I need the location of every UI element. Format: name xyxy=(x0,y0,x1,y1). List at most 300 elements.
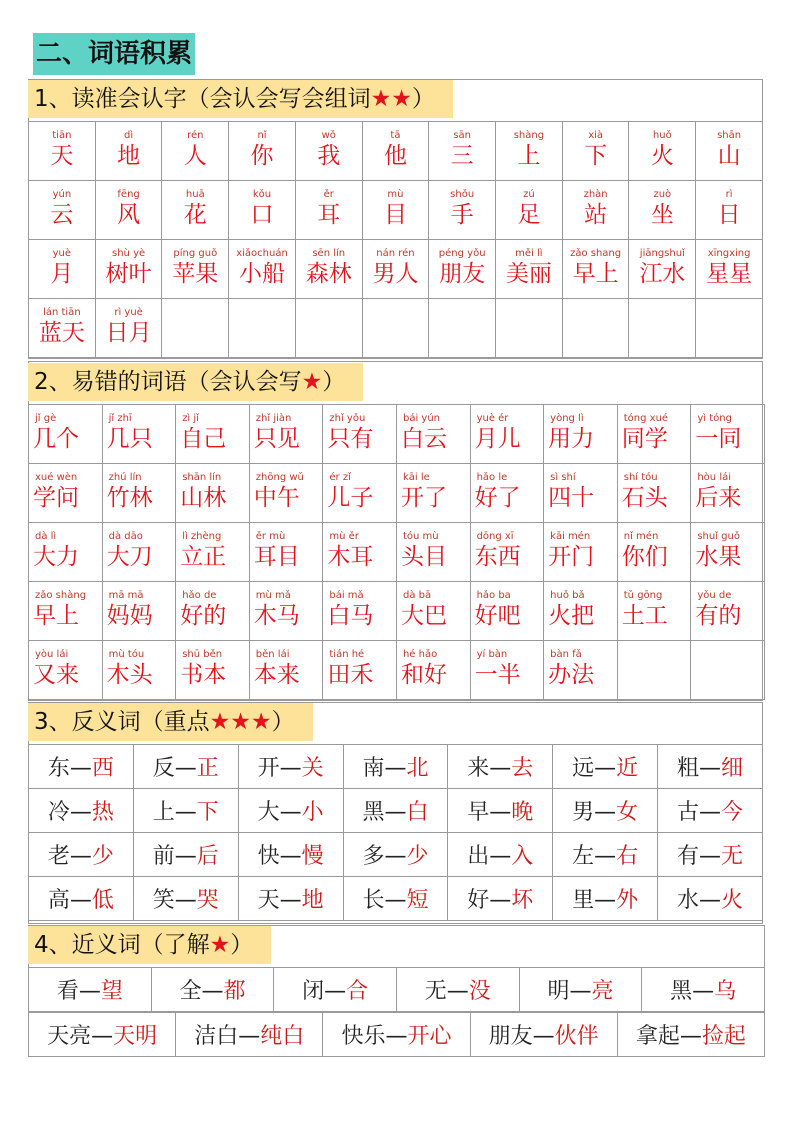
pair-cell xyxy=(448,789,553,833)
pair-left: 多— xyxy=(362,844,407,869)
grid-cell xyxy=(429,181,496,240)
star-icon: ★ xyxy=(301,369,323,395)
hanzi: 水果 xyxy=(695,544,742,570)
pair-left: 好— xyxy=(467,888,512,913)
grid-cell xyxy=(295,240,362,299)
pair-cell xyxy=(133,833,238,877)
hanzi: 好吧 xyxy=(474,603,521,629)
hanzi: 三 xyxy=(450,143,474,169)
grid-cell xyxy=(544,641,618,700)
hanzi: 苹果 xyxy=(172,261,219,287)
pair-right: 火 xyxy=(721,888,744,913)
pinyin: zhǐ jiàn xyxy=(255,413,292,424)
grid-cell xyxy=(249,405,323,464)
word-cell xyxy=(229,299,295,357)
pair-left: 古— xyxy=(677,800,722,825)
hanzi: 足 xyxy=(517,202,541,228)
grid-cell xyxy=(29,523,103,582)
pair-right: 望 xyxy=(100,979,123,1004)
grid-row xyxy=(29,641,765,700)
pair-left: 前— xyxy=(152,844,197,869)
word-cell xyxy=(229,122,295,180)
pinyin: hòu lái xyxy=(697,472,732,483)
word-cell xyxy=(691,641,764,699)
pair-left: 左— xyxy=(572,844,617,869)
synonym-grid-2 xyxy=(28,1012,765,1057)
word-cell xyxy=(323,641,396,699)
grid-cell xyxy=(691,523,765,582)
hanzi: 开门 xyxy=(548,544,595,570)
pinyin: jǐ gè xyxy=(35,413,57,424)
section-3-label: 3、反义词（重点 xyxy=(34,709,210,735)
pinyin: lì zhèng xyxy=(182,531,222,542)
hanzi: 天 xyxy=(50,143,74,169)
word-cell xyxy=(471,582,544,640)
hanzi: 江水 xyxy=(639,261,686,287)
pair-cell xyxy=(658,877,763,921)
section-2-close: ） xyxy=(322,369,346,395)
hanzi: 田禾 xyxy=(327,662,374,688)
hanzi: 耳目 xyxy=(253,544,300,570)
pair-cell xyxy=(553,877,658,921)
pair-cell xyxy=(133,877,238,921)
pinyin: zǎo shang xyxy=(570,248,622,259)
synonym-grid-1 xyxy=(28,967,765,1012)
word-cell xyxy=(471,464,544,522)
pinyin: dà lì xyxy=(35,531,57,542)
hanzi: 火把 xyxy=(548,603,595,629)
pinyin: tóu mù xyxy=(402,531,439,542)
pair-cell xyxy=(470,1013,617,1057)
pinyin: huǒ xyxy=(652,130,672,141)
word-cell xyxy=(691,523,764,581)
grid-cell xyxy=(229,181,296,240)
pair-cell xyxy=(343,745,448,789)
pair-right: 小 xyxy=(301,800,324,825)
pinyin: dà dāo xyxy=(108,531,143,542)
pair-right: 今 xyxy=(721,800,744,825)
word-cell xyxy=(323,464,396,522)
hanzi: 土工 xyxy=(621,603,668,629)
grid-row xyxy=(29,745,763,789)
pair-right: 哭 xyxy=(196,888,219,913)
word-cell xyxy=(471,641,544,699)
pinyin xyxy=(696,299,762,307)
hanzi: 大力 xyxy=(33,544,79,570)
grid-cell xyxy=(470,641,544,700)
grid-cell xyxy=(323,582,397,641)
grid-row xyxy=(29,464,765,523)
pair-cell xyxy=(658,789,763,833)
hanzi: 立正 xyxy=(180,544,227,570)
word-cell xyxy=(323,405,396,463)
grid-row xyxy=(29,582,765,641)
grid-cell xyxy=(617,523,691,582)
pair-cell xyxy=(238,789,343,833)
pinyin: jǐ zhī xyxy=(108,413,132,424)
word-cell xyxy=(176,641,249,699)
pair-cell xyxy=(343,833,448,877)
hanzi: 书本 xyxy=(180,662,227,688)
grid-cell xyxy=(496,299,563,358)
grid-row xyxy=(29,523,765,582)
grid-cell xyxy=(562,181,629,240)
hanzi: 又来 xyxy=(33,662,79,688)
grid-cell xyxy=(544,582,618,641)
pinyin: nǐ mén xyxy=(623,531,659,542)
grid-cell xyxy=(396,405,470,464)
pair-left: 快乐— xyxy=(341,1024,408,1049)
pinyin: kāi le xyxy=(402,472,430,483)
grid-row xyxy=(29,181,763,240)
pair-left: 明— xyxy=(547,979,592,1004)
pinyin: xīngxing xyxy=(707,248,751,259)
pinyin: kāi mén xyxy=(550,531,591,542)
word-cell xyxy=(563,299,629,357)
pair-right: 短 xyxy=(406,888,429,913)
word-cell xyxy=(162,181,228,239)
pair-right: 捡起 xyxy=(701,1024,746,1049)
pinyin: tóng xué xyxy=(623,413,669,424)
word-cell xyxy=(618,582,691,640)
hanzi: 月 xyxy=(50,261,74,287)
word-cell xyxy=(96,122,162,180)
hanzi: 大巴 xyxy=(400,603,447,629)
grid-cell xyxy=(229,240,296,299)
hanzi: 木头 xyxy=(106,662,153,688)
pair-cell xyxy=(553,789,658,833)
grid-cell xyxy=(295,122,362,181)
word-cell xyxy=(96,240,162,298)
hanzi: 目 xyxy=(383,202,407,228)
word-cell xyxy=(229,181,295,239)
pair-left: 早— xyxy=(467,800,512,825)
hanzi: 站 xyxy=(584,202,608,228)
pair-left: 水— xyxy=(677,888,722,913)
pair-left: 大— xyxy=(257,800,302,825)
grid-cell xyxy=(95,240,162,299)
word-cell xyxy=(29,405,102,463)
hanzi: 几个 xyxy=(33,426,79,452)
word-cell xyxy=(323,523,396,581)
pinyin xyxy=(296,299,362,307)
hanzi: 森林 xyxy=(305,261,352,287)
pinyin: yuè xyxy=(52,248,72,259)
pair-cell xyxy=(133,745,238,789)
hanzi: 地 xyxy=(117,143,141,169)
pair-cell xyxy=(29,745,134,789)
word-cell xyxy=(429,181,495,239)
section-4-close: ） xyxy=(230,932,254,958)
word-cell xyxy=(162,240,228,298)
pair-right: 天明 xyxy=(113,1024,158,1049)
section-1-close: ） xyxy=(411,86,435,112)
grid-cell xyxy=(29,240,96,299)
pair-left: 远— xyxy=(572,756,617,781)
pinyin: mù tóu xyxy=(108,649,145,660)
hanzi: 木马 xyxy=(253,603,300,629)
pinyin xyxy=(162,299,228,307)
hanzi: 我 xyxy=(317,143,341,169)
pinyin: bái yún xyxy=(402,413,440,424)
pair-right: 白 xyxy=(406,800,429,825)
pair-left: 来— xyxy=(467,756,512,781)
word-cell xyxy=(544,582,617,640)
hanzi: 有的 xyxy=(695,603,742,629)
word-cell xyxy=(250,641,323,699)
pair-right: 近 xyxy=(616,756,639,781)
grid-cell xyxy=(95,122,162,181)
grid-cell xyxy=(629,181,696,240)
pair-left: 天亮— xyxy=(47,1024,114,1049)
hanzi: 开了 xyxy=(400,485,447,511)
pair-left: 全— xyxy=(179,979,224,1004)
hanzi: 竹林 xyxy=(106,485,153,511)
word-cell xyxy=(29,523,102,581)
pair-left: 有— xyxy=(677,844,722,869)
word-cell xyxy=(691,582,764,640)
hanzi: 好的 xyxy=(180,603,227,629)
word-cell xyxy=(250,405,323,463)
grid-cell xyxy=(176,582,250,641)
grid-row xyxy=(29,405,765,464)
grid-cell xyxy=(629,299,696,358)
word-cell xyxy=(250,523,323,581)
grid-cell xyxy=(691,641,765,700)
pinyin: zǎo shàng xyxy=(35,590,87,601)
hanzi: 蓝天 xyxy=(38,320,85,346)
hanzi: 儿子 xyxy=(327,485,374,511)
hanzi: 山 xyxy=(717,143,741,169)
grid-cell xyxy=(229,299,296,358)
word-cell xyxy=(397,405,470,463)
pair-left: 笑— xyxy=(152,888,197,913)
pair-right: 亮 xyxy=(591,979,614,1004)
pair-right: 纯白 xyxy=(260,1024,305,1049)
pair-left: 黑— xyxy=(670,979,715,1004)
grid-cell xyxy=(429,240,496,299)
word-cell xyxy=(103,523,176,581)
hanzi: 树叶 xyxy=(105,261,152,287)
pinyin: bái mǎ xyxy=(329,590,364,601)
pinyin: mù mǎ xyxy=(255,590,291,601)
word-cell xyxy=(29,122,95,180)
star-icon: ★★★ xyxy=(209,709,272,735)
pair-right: 没 xyxy=(468,979,491,1004)
pair-left: 黑— xyxy=(362,800,407,825)
pinyin: zì jǐ xyxy=(182,413,199,424)
section-4-label: 4、近义词（了解 xyxy=(34,932,210,958)
grid-cell xyxy=(362,181,429,240)
section-2-label: 2、易错的词语（会认会写 xyxy=(34,369,302,395)
hanzi: 白马 xyxy=(327,603,374,629)
word-cell xyxy=(544,641,617,699)
pair-left: 反— xyxy=(152,756,197,781)
word-cell xyxy=(296,122,362,180)
pinyin: shù yè xyxy=(112,248,146,259)
hanzi: 石头 xyxy=(621,485,668,511)
grid-cell xyxy=(362,122,429,181)
grid-cell xyxy=(229,122,296,181)
hanzi: 男人 xyxy=(372,261,419,287)
pair-cell xyxy=(274,968,397,1012)
word-cell xyxy=(296,299,362,357)
grid-row xyxy=(29,122,763,181)
star-icon: ★ xyxy=(209,932,231,958)
pinyin: shuǐ guǒ xyxy=(697,531,740,542)
antonym-grid xyxy=(28,744,763,921)
word-cell xyxy=(363,181,429,239)
pinyin: yòu lái xyxy=(35,649,69,660)
pair-cell xyxy=(343,789,448,833)
pair-left: 里— xyxy=(572,888,617,913)
pair-cell xyxy=(343,877,448,921)
hanzi: 学问 xyxy=(33,485,79,511)
hanzi: 白云 xyxy=(400,426,447,452)
grid-cell xyxy=(295,299,362,358)
hanzi: 好了 xyxy=(474,485,521,511)
section-3-close: ） xyxy=(271,709,295,735)
pinyin: dà bā xyxy=(402,590,432,601)
grid-cell xyxy=(617,464,691,523)
grid-cell xyxy=(544,405,618,464)
grid-cell xyxy=(470,523,544,582)
pinyin xyxy=(229,299,295,307)
grid-cell xyxy=(691,405,765,464)
hanzi: 早上 xyxy=(572,261,619,287)
pair-right: 去 xyxy=(511,756,534,781)
pair-cell xyxy=(238,745,343,789)
grid-row xyxy=(29,968,765,1012)
pair-left: 朋友— xyxy=(488,1024,555,1049)
grid-cell xyxy=(691,464,765,523)
word-grid xyxy=(28,404,765,700)
word-cell xyxy=(429,122,495,180)
hanzi: 人 xyxy=(183,143,207,169)
grid-row xyxy=(29,789,763,833)
word-cell xyxy=(103,405,176,463)
hanzi: 妈妈 xyxy=(106,603,153,629)
pinyin xyxy=(363,299,429,307)
section-4-header xyxy=(28,926,271,964)
word-cell xyxy=(629,299,695,357)
hanzi: 同学 xyxy=(621,426,668,452)
pair-right: 晚 xyxy=(511,800,534,825)
pinyin: zhǐ yǒu xyxy=(329,413,366,424)
hanzi: 花 xyxy=(183,202,207,228)
pair-right: 地 xyxy=(301,888,324,913)
pair-cell xyxy=(658,745,763,789)
pinyin: wǒ xyxy=(321,130,336,141)
word-cell xyxy=(691,464,764,522)
pinyin: sān xyxy=(453,130,472,141)
pair-right: 正 xyxy=(196,756,219,781)
pair-left: 冷— xyxy=(47,800,92,825)
pinyin: ér zǐ xyxy=(329,472,351,483)
hanzi: 手 xyxy=(450,202,474,228)
grid-cell xyxy=(29,582,103,641)
page-title: 二、词语积累 xyxy=(33,33,195,75)
grid-cell xyxy=(162,240,229,299)
pair-cell xyxy=(448,877,553,921)
hanzi: 头目 xyxy=(400,544,447,570)
pinyin: rì yuè xyxy=(114,307,143,318)
grid-cell xyxy=(696,240,763,299)
pinyin: měi lì xyxy=(515,248,543,259)
grid-cell xyxy=(696,181,763,240)
grid-cell xyxy=(470,582,544,641)
word-cell xyxy=(162,122,228,180)
hanzi: 四十 xyxy=(548,485,595,511)
pinyin xyxy=(563,299,629,307)
hanzi: 自己 xyxy=(180,426,227,452)
grid-cell xyxy=(249,464,323,523)
pair-left: 男— xyxy=(572,800,617,825)
hanzi: 坐 xyxy=(650,202,674,228)
pinyin xyxy=(629,299,695,307)
pair-left: 老— xyxy=(47,844,92,869)
pinyin: zhōng wǔ xyxy=(255,472,304,483)
pinyin: xué wèn xyxy=(35,472,78,483)
pair-left: 长— xyxy=(362,888,407,913)
grid-cell xyxy=(691,582,765,641)
grid-cell xyxy=(323,523,397,582)
grid-cell xyxy=(323,405,397,464)
grid-cell xyxy=(176,523,250,582)
pair-right: 入 xyxy=(511,844,534,869)
pair-right: 下 xyxy=(196,800,219,825)
pair-right: 细 xyxy=(721,756,744,781)
pair-cell xyxy=(29,789,134,833)
section-2-header xyxy=(28,363,363,401)
pinyin: shàng xyxy=(513,130,545,141)
pinyin: tǔ gōng xyxy=(623,590,663,601)
pair-right: 外 xyxy=(616,888,639,913)
hanzi: 后来 xyxy=(695,485,742,511)
grid-cell xyxy=(496,122,563,181)
pinyin: hǎo de xyxy=(182,590,217,601)
word-cell xyxy=(544,405,617,463)
grid-cell xyxy=(176,405,250,464)
pinyin: nán rén xyxy=(376,248,415,259)
pair-left: 高— xyxy=(47,888,92,913)
pair-left: 闭— xyxy=(302,979,347,1004)
hanzi: 只见 xyxy=(253,426,300,452)
word-cell xyxy=(496,181,562,239)
word-cell xyxy=(103,641,176,699)
pair-cell xyxy=(658,833,763,877)
pair-cell xyxy=(642,968,765,1012)
grid-cell xyxy=(249,582,323,641)
word-cell xyxy=(397,523,470,581)
grid-cell xyxy=(362,299,429,358)
pinyin xyxy=(618,641,691,649)
pair-left: 出— xyxy=(467,844,512,869)
pair-cell xyxy=(448,745,553,789)
hanzi: 只有 xyxy=(327,426,374,452)
pinyin: shān lín xyxy=(182,472,222,483)
pair-left: 看— xyxy=(56,979,101,1004)
grid-cell xyxy=(102,641,176,700)
hanzi: 口 xyxy=(250,202,274,228)
pinyin: yǒu de xyxy=(697,590,732,601)
pair-left: 南— xyxy=(362,756,407,781)
pair-cell xyxy=(617,1013,764,1057)
grid-cell xyxy=(95,181,162,240)
pair-left: 开— xyxy=(257,756,302,781)
pair-right: 少 xyxy=(91,844,114,869)
pinyin: yuè ér xyxy=(476,413,509,424)
